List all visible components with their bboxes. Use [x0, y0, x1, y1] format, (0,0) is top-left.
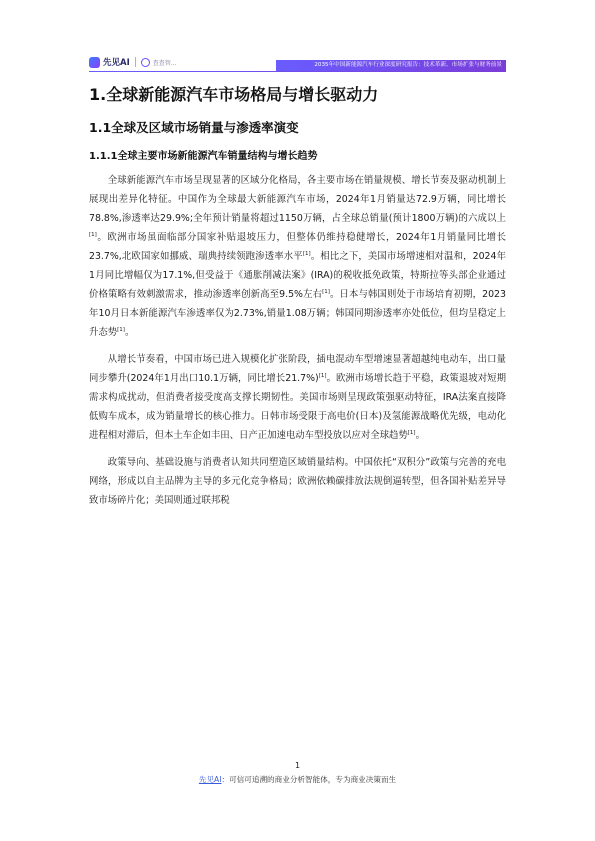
heading-level-1: 1.全球新能源汽车市场格局与增长驱动力: [89, 85, 379, 104]
logo-text: 先见AI: [103, 58, 130, 68]
paragraph-text: 全球新能源汽车市场呈现显著的区域分化格局，各主要市场在销量规模、增长节奏及驱动机制上展现出差异化特征。中国作为全球最大新能源汽车市场，2024年1月销量达72.9万辆，同比增长78.8%,渗透率达29.9%;全年预计销量将超过1150万辆，占全球总销量(预计1800万辆)的六成以上: [89, 175, 506, 224]
page-number: 1: [294, 761, 301, 770]
page-footer: [0, 774, 595, 785]
partner-logo-icon: [141, 58, 150, 67]
heading-level-3: 1.1.1全球主要市场新能源汽车销量结构与增长趋势: [89, 151, 318, 162]
page-header: [89, 52, 506, 72]
paragraph-end: 。: [124, 327, 135, 338]
heading-level-2: 1.1全球及区域市场销量与渗透率演变: [89, 120, 299, 135]
paragraph-text: 日本与韩国则处于市场培育初期，2023年10月日本新能源汽车渗透率仅为2.73%,销量1.08万辆；韩国同期渗透率亦处低位，但均呈稳定上升态势: [89, 289, 506, 338]
header-logos: [89, 55, 177, 69]
header-divider: [89, 71, 506, 72]
body-paragraph: 从增长节奏看，中国市场已进入规模化扩张阶段，插电混动车型增速显著超越纯电动车，出口量同步攀升(2024年1月出口10.1万辆，同比增长21.7%)[1]。欧洲市场增长趋于平稳，政策退坡对短期需求构成扰动，但消费者接受度高支撑长期韧性。美国市场则呈现政策强驱动特征，IRA法案直接降低购车成本，成为销量增长的核心推力。日韩市场受限于高电价(日本)及氢能源战略优先级，电动化进程相对滞后，但本土车企如丰田、日产正加速电动车型投放以应对全球趋势[1]。: [89, 354, 506, 441]
citation-ref[interactable]: [1]: [322, 288, 330, 295]
citation-ref[interactable]: [1]: [117, 326, 125, 333]
citation-ref[interactable]: [1]: [302, 250, 311, 257]
footer-brand-link[interactable]: 先见AI: [198, 775, 222, 784]
paragraph-text: 政策导向、基础设施与消费者认知共同塑造区域销量结构。中国依托“双积分”政策与完善的充电网络，形成以自主品牌为主导的多元化竞争格局；欧洲依赖碳排放法规倒逼转型，但各国补贴差异导致市场碎片化；美国则通过联邦税: [89, 457, 506, 506]
citation-ref[interactable]: [1]: [318, 372, 327, 379]
report-title-banner: 2035年中国新能源汽车行业深度研究报告：技术革新、市场扩张与财务前景: [276, 60, 506, 71]
citation-ref[interactable]: [1]: [407, 429, 416, 436]
body-paragraph: 全球新能源汽车市场呈现显著的区域分化格局，各主要市场在销量规模、增长节奏及驱动机制上展现出差异化特征。中国作为全球最大新能源汽车市场，2024年1月销量达72.9万辆，同比增长78.8%,渗透率达29.9%;全年预计销量将超过1150万辆，占全球总销量(预计1800万辆)的六成以上[1]。欧洲市场虽面临部分国家补贴退坡压力，但整体仍维持稳健增长，2024年1月销量同比增长23.7%,北欧国家如挪威、瑞典持续领跑渗透率水平[1]。相比之下，美国市场增速相对温和，2024年1月同比增幅仅为17.1%,但受益于《通胀削减法案》(IRA)的税收抵免政策，特斯拉等头部企业通过价格策略有效刺激需求，推动渗透率创新高至9.5%左右[1]。日本与韩国则处于市场培育初期，2023年10月日本新能源汽车渗透率仅为2.73%,销量1.08万辆；韩国同期渗透率亦处低位，但均呈稳定上升态势[1]。: [89, 175, 506, 338]
paragraph-text: 相比之下，美国市场增速相对温和，2024年1月同比增幅仅为17.1%,但受益于《通胀削减法案》(IRA)的税收抵免政策，特斯拉等头部企业通过价格策略有效刺激需求，推动渗透率创新高至9.5%左右: [89, 251, 506, 300]
logo-divider: [135, 57, 136, 67]
footer-tagline: ：可信可追溯的商业分析智能体，专为商业决策而生: [221, 775, 397, 784]
paragraph-text: 从增长节奏看，中国市场已进入规模化扩张阶段，插电混动车型增速显著超越纯电动车，出口量同步攀升(2024年1月出口10.1万辆，同比增长21.7%): [89, 354, 506, 384]
paragraph-end: 。: [415, 430, 425, 441]
xianjian-logo-icon: [89, 57, 100, 68]
citation-ref[interactable]: [1]: [89, 231, 97, 238]
body-paragraph: [89, 453, 506, 510]
partner-logo-text: 查查智…: [152, 59, 177, 67]
page-content: [89, 84, 506, 510]
paragraph-text: 欧洲市场虽面临部分国家补贴退坡压力，但整体仍维持稳健增长，2024年1月销量同比增长23.7%,北欧国家如挪威、瑞典持续领跑渗透率水平: [89, 232, 506, 262]
paragraph-text: 欧洲市场增长趋于平稳，政策退坡对短期需求构成扰动，但消费者接受度高支撑长期韧性。美国市场则呈现政策强驱动特征，IRA法案直接降低购车成本，成为销量增长的核心推力。日韩市场受限于高电价(日本)及氢能源战略优先级，电动化进程相对滞后，但本土车企如丰田、日产正加速电动车型投放以应对全球趋势: [89, 373, 506, 441]
